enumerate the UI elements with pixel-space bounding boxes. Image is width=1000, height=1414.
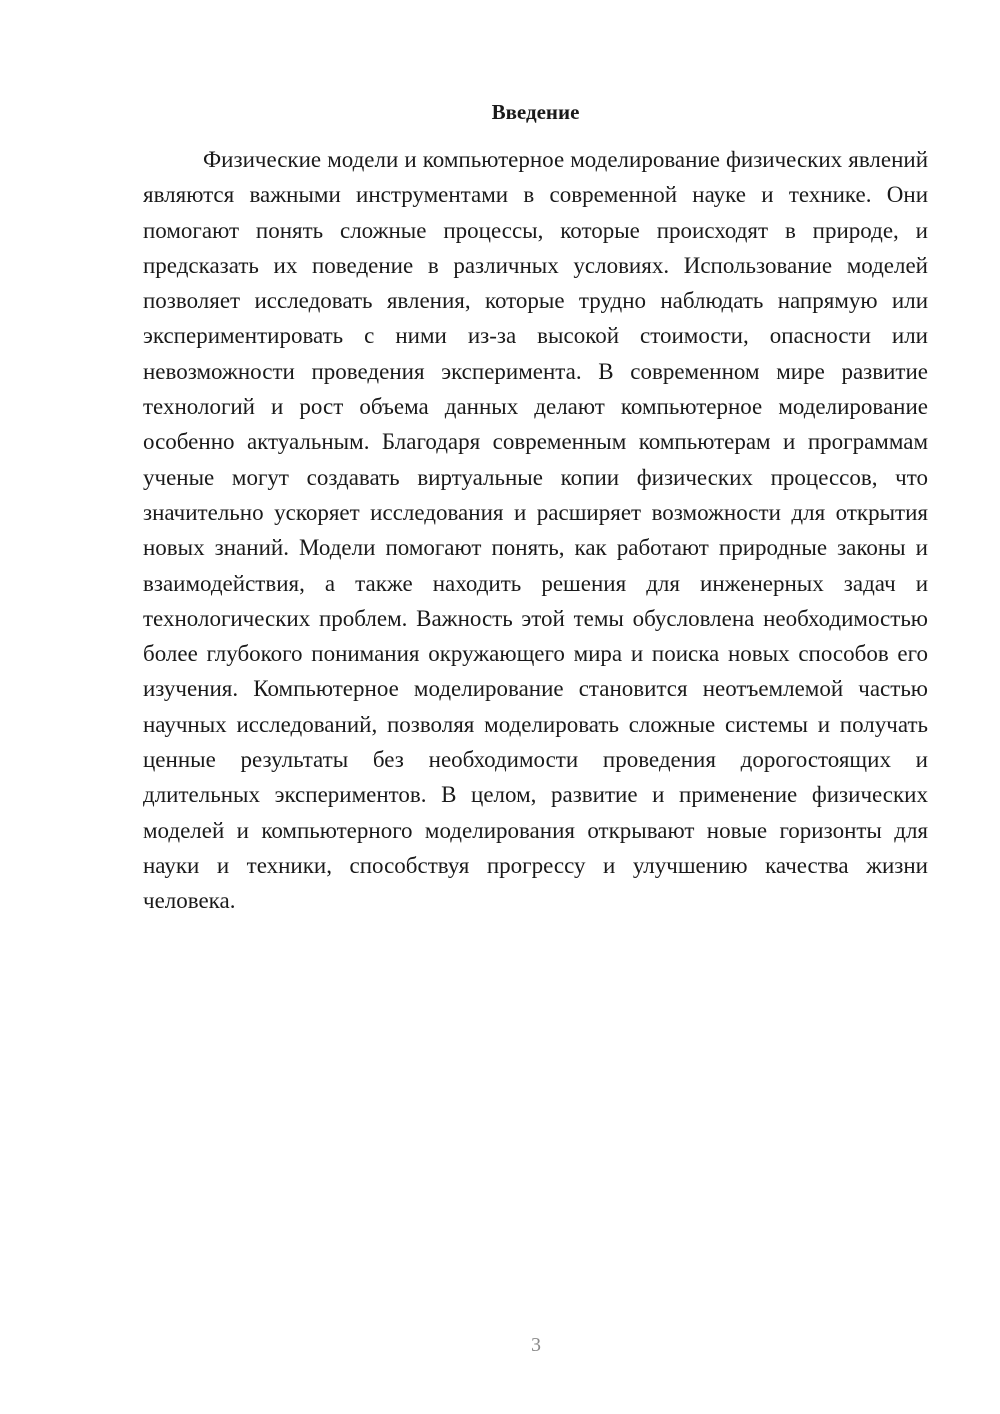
- page-number: 3: [531, 1334, 541, 1356]
- section-heading: Введение: [491, 100, 580, 124]
- body-paragraph: Физические модели и компьютерное моделирование физических явлений являются важными инструментами в современной науке и технике. Они помогают понять сложные процессы, которые происходят в природе, и предсказать их поведение в различных условиях. Использование моделей позволяет исследовать явления, которые трудно наблюдать напрямую или экспериментировать с ними из-за высокой стоимости, опасности или невозможности проведения эксперимента. В современном мире развитие технологий и рост объема данных делают компьютерное моделирование особенно актуальным. Благодаря современным компьютерам и программам ученые могут создавать виртуальные копии физических процессов, что значительно ускоряет исследования и расширяет возможности для открытия новых знаний. Модели помогают понять, как работают природные законы и взаимодействия, а также находить решения для инженерных задач и технологических проблем. Важность этой темы обусловлена необходимостью более глубокого понимания окружающего мира и поиска новых способов его изучения. Компьютерное моделирование становится неотъемлемой частью научных исследований, позволяя моделировать сложные системы и получать ценные результаты без необходимости проведения дорогостоящих и длительных экспериментов. В целом, развитие и применение физических моделей и компьютерного моделирования открывают новые горизонты для науки и техники, способствуя прогрессу и улучшению качества жизни человека.: [143, 147, 928, 914]
